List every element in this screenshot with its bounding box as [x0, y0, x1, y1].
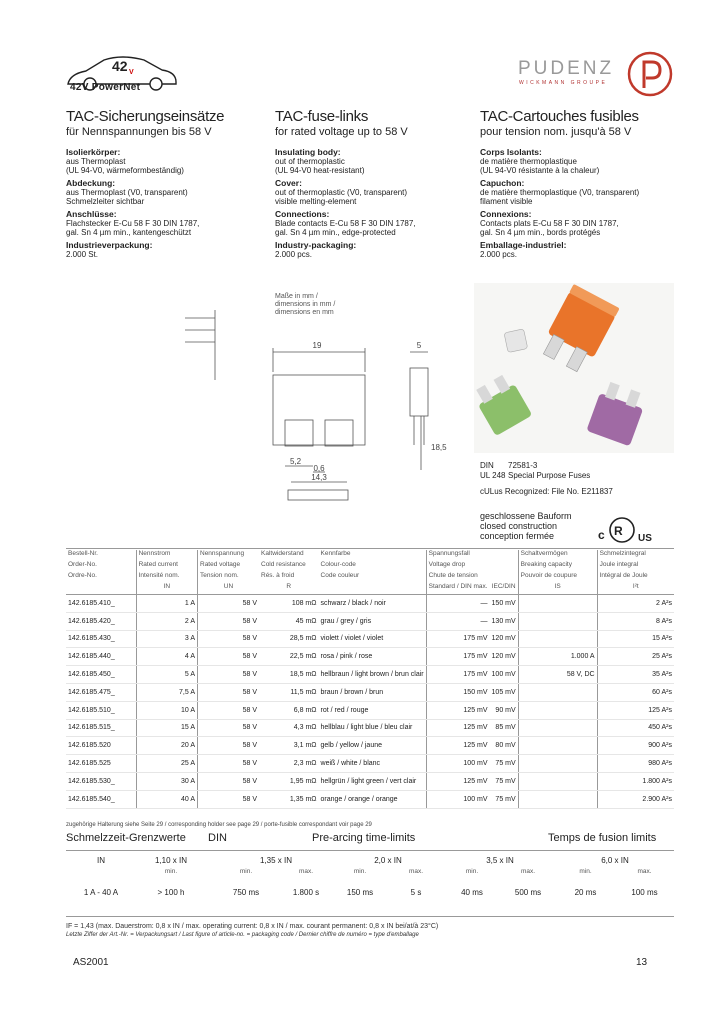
- limits-value: 5 s: [410, 888, 422, 897]
- spec-block-en: [275, 148, 480, 259]
- cell-vstd: —: [426, 612, 489, 630]
- page-number: 13: [636, 957, 648, 968]
- cell-vstd: 100 mV: [426, 790, 489, 808]
- spec-label: Abdeckung:: [66, 178, 116, 188]
- ul-recognized-icon: [598, 515, 658, 545]
- spec-label: Industry-packaging:: [275, 240, 357, 250]
- cell-vdin: 75 mV: [490, 755, 519, 773]
- dim-pitch-label: 14,3: [311, 473, 327, 482]
- cell-vstd: 175 mV: [426, 630, 489, 648]
- cell-is: [518, 612, 597, 630]
- cell-no: 142.6185.410_: [66, 595, 136, 613]
- cell-un: 58 V: [198, 755, 260, 773]
- limits-minmax: min.: [579, 868, 592, 875]
- cell-vdin: 100 mV: [490, 666, 519, 684]
- cell-i2t: 2 A²s: [597, 595, 674, 613]
- title-de: TAC-Sicherungseinsätze: [66, 108, 225, 125]
- ul-value: Special Purpose Fuses: [508, 471, 591, 480]
- spec-text: aus Thermoplast (UL 94-V0, wärmeformbeständig): [66, 157, 184, 175]
- limits-minmax-row: [66, 868, 674, 878]
- limits-value: 100 ms: [631, 888, 658, 897]
- cell-r: 108 mΩ: [259, 595, 319, 613]
- spec-label: Emballage-industriel:: [480, 240, 567, 250]
- limits-header: IN: [97, 856, 105, 865]
- cell-un: 58 V: [198, 595, 260, 613]
- table-row: [66, 666, 674, 684]
- cell-i2t: 25 A²s: [597, 648, 674, 666]
- spec-label: Corps Isolants:: [480, 147, 542, 157]
- cell-vstd: 100 mV: [426, 755, 489, 773]
- column-en: [275, 108, 480, 263]
- header-cell: Colour-code: [320, 561, 356, 568]
- cell-un: 58 V: [198, 719, 260, 737]
- cell-no: 142.6185.515_: [66, 719, 136, 737]
- spec-text: Contacts plats E-Cu 58 F 30 DIN 1787, gal. Sn 4 µm min., bords protégés: [480, 219, 619, 237]
- cell-vdin: 85 mV: [490, 719, 519, 737]
- table-row: [66, 683, 674, 701]
- cell-color: schwarz / black / noir: [319, 595, 427, 613]
- dim-blade-label: 5,2: [290, 457, 302, 466]
- header-cell: Spannungsfall: [426, 550, 518, 561]
- cell-color: grau / grey / gris: [319, 612, 427, 630]
- spec-label: Capuchon:: [480, 178, 525, 188]
- header-cell: Rated current: [136, 561, 197, 572]
- limits-header: 6,0 x IN: [601, 856, 629, 865]
- limits-value: 1 A - 40 A: [83, 888, 119, 897]
- limits-minmax: min.: [353, 868, 367, 875]
- limits-value: 750 ms: [232, 888, 260, 897]
- spec-text: 2.000 St.: [66, 250, 99, 259]
- cell-no: 142.6185.510_: [66, 701, 136, 719]
- symbol-cell: R: [286, 583, 292, 590]
- cell-vstd: 150 mV: [426, 683, 489, 701]
- limits-header: 2,0 x IN: [374, 856, 402, 865]
- cell-is: [518, 595, 597, 613]
- limits-value: 500 ms: [514, 888, 542, 897]
- closed-de: geschlossene Bauform: [480, 511, 572, 521]
- spec-label: Insulating body:: [275, 147, 341, 157]
- subtitle-fr: pour tension nom. jusqu'à 58 V: [480, 126, 632, 138]
- spec-label: Isolierkörper:: [66, 147, 121, 157]
- table-row: [66, 595, 674, 613]
- cell-r: 11,5 mΩ: [259, 683, 319, 701]
- cell-r: 1,95 mΩ: [259, 772, 319, 790]
- cell-vstd: 125 mV: [426, 772, 489, 790]
- cell-in: 1 A: [136, 595, 197, 613]
- header-cell: Nennspannung: [198, 550, 260, 561]
- cell-un: 58 V: [198, 772, 260, 790]
- limits-value: 150 ms: [346, 888, 374, 897]
- cell-un: 58 V: [198, 683, 260, 701]
- cell-r: 6,8 mΩ: [259, 701, 319, 719]
- table-symbol-row: [66, 583, 674, 595]
- limits-value-row: [66, 888, 674, 900]
- cell-i2t: 8 A²s: [597, 612, 674, 630]
- cell-color: hellblau / light blue / bleu clair: [319, 719, 427, 737]
- limits-titles: [66, 832, 674, 852]
- cell-r: 4,3 mΩ: [259, 719, 319, 737]
- symbol-cell: IEC/DIN: [491, 583, 516, 590]
- spec-block-de: [66, 148, 271, 259]
- header-cell: Intégral de Joule: [597, 572, 674, 583]
- cell-color: orange / orange / orange: [319, 790, 427, 808]
- cell-r: 2,3 mΩ: [259, 755, 319, 773]
- cell-no: 142.6185.430_: [66, 630, 136, 648]
- cell-vdin: 105 mV: [490, 683, 519, 701]
- cell-vdin: 120 mV: [490, 648, 519, 666]
- spec-text: out of thermoplastic (V0, transparent) visible melting-element: [275, 188, 408, 206]
- limits-header: 3,5 x IN: [486, 856, 514, 865]
- limits-header: 1,35 x IN: [259, 856, 292, 865]
- cell-vstd: 125 mV: [426, 737, 489, 755]
- svg-text:R: R: [614, 524, 623, 538]
- subtitle-en: for rated voltage up to 58 V: [275, 126, 408, 138]
- header-cell: Joule integral: [597, 561, 674, 572]
- cell-i2t: 980 A²s: [597, 755, 674, 773]
- cell-vdin: 75 mV: [490, 790, 519, 808]
- spec-text: de matière thermoplastique (UL 94-V0 résistante à la chaleur): [480, 157, 600, 175]
- header-cell: Code couleur: [320, 572, 360, 579]
- cell-i2t: 15 A²s: [597, 630, 674, 648]
- symbol-cell: IN: [136, 583, 197, 595]
- dim-height-label: 18,5: [431, 443, 447, 452]
- pudenz-logo-icon: [626, 50, 674, 98]
- header-cell: Rés. à froid: [261, 572, 295, 579]
- cell-color: hellgrün / light green / vert clair: [319, 772, 427, 790]
- header-cell: Kennfarbe: [320, 550, 351, 557]
- cell-in: 7,5 A: [136, 683, 197, 701]
- car-badge-number: 42: [112, 58, 128, 74]
- limits-value: > 100 h: [157, 888, 185, 897]
- svg-text:c: c: [598, 528, 605, 542]
- cell-i2t: 2.900 A²s: [597, 790, 674, 808]
- title-fr: TAC-Cartouches fusibles: [480, 108, 639, 125]
- cell-no: 142.6185.520: [66, 737, 136, 755]
- header-cell: Bestell-Nr.: [68, 550, 98, 557]
- cell-in: 30 A: [136, 772, 197, 790]
- fuse-technical-drawing: [185, 290, 445, 520]
- limits-minmax: min.: [465, 868, 479, 875]
- limits-title-en: Pre-arcing time-limits: [312, 832, 416, 844]
- spec-text: out of thermoplastic (UL 94-V0 heat-resistant): [275, 157, 365, 175]
- cell-un: 58 V: [198, 701, 260, 719]
- limits-title-din: DIN: [208, 832, 227, 844]
- header-cell: Cold resistance: [261, 561, 306, 568]
- cell-un: 58 V: [198, 648, 260, 666]
- cell-in: 25 A: [136, 755, 197, 773]
- limits-minmax: min.: [239, 868, 253, 875]
- column-de: [66, 108, 271, 263]
- cell-is: [518, 719, 597, 737]
- cell-in: 4 A: [136, 648, 197, 666]
- cell-in: 40 A: [136, 790, 197, 808]
- spec-label: Industrieverpackung:: [66, 240, 153, 250]
- header-cell: Chute de tension: [426, 572, 518, 583]
- spec-block-fr: [480, 148, 680, 259]
- header-cell: Rated voltage: [198, 561, 260, 572]
- cell-un: 58 V: [198, 737, 260, 755]
- cell-in: 10 A: [136, 701, 197, 719]
- cell-color: violett / violet / violet: [319, 630, 427, 648]
- symbol-cell: Standard / DIN max.: [426, 583, 489, 595]
- limits-value: 20 ms: [574, 888, 597, 897]
- table-row: [66, 612, 674, 630]
- ul-label: UL 248: [480, 471, 506, 480]
- cell-is: [518, 630, 597, 648]
- limits-minmax: min.: [164, 868, 178, 875]
- cell-vdin: 150 mV: [490, 595, 519, 613]
- cell-in: 5 A: [136, 666, 197, 684]
- header-cell: Intensité nom.: [136, 572, 197, 583]
- dim-depth-label: 5: [416, 341, 422, 350]
- table-row: [66, 755, 674, 773]
- ul-mark: US: [638, 533, 652, 544]
- cell-is: [518, 701, 597, 719]
- cell-color: hellbraun / light brown / brun clair: [319, 666, 427, 684]
- dim-gap-label: 0,6: [313, 464, 325, 473]
- cell-r: 18,5 mΩ: [259, 666, 319, 684]
- cell-r: 3,1 mΩ: [259, 737, 319, 755]
- cell-in: 2 A: [136, 612, 197, 630]
- header-cell: Voltage drop: [426, 561, 518, 572]
- cell-color: gelb / yellow / jaune: [319, 737, 427, 755]
- header-cell: Schmelzintegral: [597, 550, 674, 561]
- limits-table: [66, 854, 674, 914]
- table-header-row: [66, 550, 674, 561]
- cell-color: rot / red / rouge: [319, 701, 427, 719]
- cell-no: 142.6185.475_: [66, 683, 136, 701]
- cell-i2t: 450 A²s: [597, 719, 674, 737]
- company-name: PUDENZ: [518, 58, 615, 79]
- culus-text: cULus Recognized: File No. E211837: [480, 487, 613, 496]
- holder-note: zugehörige Halterung siehe Seite 29 / corresponding holder see page 29 / porte-fusible correspondant voir page 29: [66, 822, 372, 828]
- spec-label: Connections:: [275, 209, 330, 219]
- cell-is: [518, 772, 597, 790]
- table-header-row: [66, 561, 674, 572]
- spec-label: Cover:: [275, 178, 302, 188]
- spec-label: Anschlüsse:: [66, 209, 117, 219]
- header-cell: Breaking capacity: [518, 561, 597, 572]
- footnote-packaging: Letzte Ziffer der Art.-Nr. = Verpackungsart / Last figure of article-no. = packaging code / Dernier chiffre de numéro = type d'emballage: [66, 932, 419, 938]
- standards-block: [480, 461, 613, 497]
- header-cell: Pouvoir de coupure: [518, 572, 597, 583]
- spec-text: 2.000 pcs.: [275, 250, 312, 259]
- table-row: [66, 630, 674, 648]
- cell-r: 45 mΩ: [259, 612, 319, 630]
- cell-no: 142.6185.440_: [66, 648, 136, 666]
- title-en: TAC-fuse-links: [275, 108, 369, 125]
- car-badge-suffix: V: [129, 69, 134, 76]
- cell-vdin: 90 mV: [490, 701, 519, 719]
- limits-header-row: [66, 856, 674, 866]
- limits-value: 40 ms: [461, 888, 483, 897]
- cell-color: rosa / pink / rose: [319, 648, 427, 666]
- table-row: [66, 790, 674, 808]
- cell-vstd: 125 mV: [426, 719, 489, 737]
- footnote-operating: IF = 1,43 (max. Dauerstrom: 0,8 x IN / max. operating current: 0,8 x IN / max. courant permanent: 0,8 x IN bei/at/à 23°C): [66, 923, 439, 930]
- cell-no: 142.6185.450_: [66, 666, 136, 684]
- cell-vdin: 130 mV: [490, 612, 519, 630]
- cell-vstd: 125 mV: [426, 701, 489, 719]
- cell-un: 58 V: [198, 790, 260, 808]
- din-value: 72581-3: [508, 461, 538, 470]
- header-cell: Order-No.: [68, 561, 97, 568]
- fuse-data-table: [66, 550, 674, 809]
- limits-title-de: Schmelzzeit-Grenzwerte: [66, 832, 186, 844]
- cell-color: weiß / white / blanc: [319, 755, 427, 773]
- cell-no: 142.6185.540_: [66, 790, 136, 808]
- limits-minmax: max.: [298, 868, 314, 875]
- header-cell: Tension nom.: [198, 572, 260, 583]
- company-sub: WICKMANN GROUPE: [519, 80, 608, 86]
- subtitle-de: für Nennspannungen bis 58 V: [66, 126, 212, 138]
- cell-un: 58 V: [198, 630, 260, 648]
- closed-fr: conception fermée: [480, 531, 555, 541]
- cell-vdin: 80 mV: [490, 737, 519, 755]
- cell-un: 58 V: [198, 612, 260, 630]
- table-row: [66, 772, 674, 790]
- table-row: [66, 737, 674, 755]
- cell-no: 142.6185.530_: [66, 772, 136, 790]
- cell-i2t: 60 A²s: [597, 683, 674, 701]
- cell-is: [518, 737, 597, 755]
- cell-is: [518, 790, 597, 808]
- table-row: [66, 648, 674, 666]
- dim-width-label: 19: [312, 341, 322, 350]
- spec-text: Blade contacts E-Cu 58 F 30 DIN 1787, gal. Sn 4 µm min., edge-protected: [275, 219, 416, 237]
- cell-i2t: 35 A²s: [597, 666, 674, 684]
- header-cell: Schaltvermögen: [518, 550, 597, 561]
- limits-minmax: max.: [637, 868, 652, 875]
- cell-vstd: 175 mV: [426, 666, 489, 684]
- cell-vstd: —: [426, 595, 489, 613]
- limits-title-fr: Temps de fusion limits: [548, 832, 657, 844]
- cell-r: 1,35 mΩ: [259, 790, 319, 808]
- cell-color: braun / brown / brun: [319, 683, 427, 701]
- symbol-cell: UN: [198, 583, 260, 595]
- limits-value: 1.800 s: [292, 888, 320, 897]
- cell-in: 15 A: [136, 719, 197, 737]
- cell-vdin: 120 mV: [490, 630, 519, 648]
- limits-header: 1,10 x IN: [154, 856, 187, 865]
- footnotes: [66, 922, 438, 940]
- symbol-cell: IS: [518, 583, 597, 595]
- fuse-product-photo: [474, 283, 674, 453]
- cell-vstd: 175 mV: [426, 648, 489, 666]
- cell-vdin: 75 mV: [490, 772, 519, 790]
- header-cell: Nennstrom: [136, 550, 197, 561]
- cell-in: 20 A: [136, 737, 197, 755]
- symbol-cell: I²t: [597, 583, 674, 595]
- table-header-row: [66, 572, 674, 583]
- brand-line: 42V PowerNet: [70, 82, 141, 93]
- closed-construction: [480, 511, 572, 541]
- cell-in: 3 A: [136, 630, 197, 648]
- spec-label: Connexions:: [480, 209, 532, 219]
- cell-is: [518, 755, 597, 773]
- din-label: DIN: [480, 461, 494, 470]
- spec-text: aus Thermoplast (V0, transparent) Schmelzleiter sichtbar: [66, 188, 188, 206]
- cell-is: [518, 683, 597, 701]
- column-fr: [480, 108, 680, 263]
- cell-no: 142.6185.525: [66, 755, 136, 773]
- cell-i2t: 1.800 A²s: [597, 772, 674, 790]
- header-cell: Kaltwiderstand: [261, 550, 304, 557]
- cell-no: 142.6185.420_: [66, 612, 136, 630]
- spec-text: Flachstecker E-Cu 58 F 30 DIN 1787, gal. Sn 4 µm min., kantengeschützt: [66, 219, 200, 237]
- header-cell: Ordre-No.: [68, 572, 97, 579]
- cell-r: 22,5 mΩ: [259, 648, 319, 666]
- cell-i2t: 900 A²s: [597, 737, 674, 755]
- limits-minmax: max.: [408, 868, 424, 875]
- closed-en: closed construction: [480, 521, 558, 531]
- limits-minmax: max.: [520, 868, 536, 875]
- dimensions-note: Maße in mm / dimensions in mm / dimensions en mm: [275, 293, 336, 316]
- cell-r: 28,5 mΩ: [259, 630, 319, 648]
- cell-is: 1.000 A: [518, 648, 597, 666]
- spec-text: 2.000 pcs.: [480, 250, 517, 259]
- spec-text: de matière thermoplastique (V0, transparent) filament visible: [480, 188, 640, 206]
- table-row: [66, 719, 674, 737]
- cell-is: 58 V, DC: [518, 666, 597, 684]
- footer-code: AS2001: [73, 957, 109, 968]
- cell-i2t: 125 A²s: [597, 701, 674, 719]
- cell-un: 58 V: [198, 666, 260, 684]
- table-row: [66, 701, 674, 719]
